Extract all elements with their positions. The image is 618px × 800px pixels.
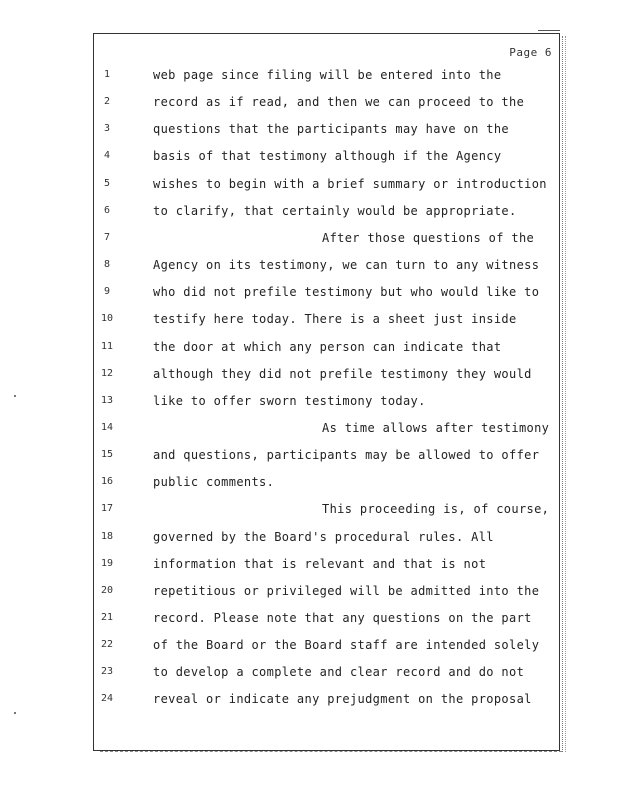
line-text: basis of that testimony although if the Agency: [153, 149, 502, 164]
line-number: 14: [100, 421, 114, 433]
line-number: 9: [103, 286, 111, 298]
line-text: Agency on its testimony, we can turn to any witness: [153, 258, 540, 272]
transcript-line: [0, 339, 618, 355]
line-number: 22: [100, 639, 114, 651]
line-number: 5: [103, 177, 111, 189]
line-number: 21: [100, 612, 114, 623]
line-text: like to offer sworn testimony today.: [153, 393, 426, 408]
line-number: 3: [103, 123, 111, 135]
line-number: 12: [100, 367, 114, 379]
transcript-line: [0, 583, 618, 599]
page-number: Page 6: [509, 46, 552, 59]
line-number: 10: [100, 313, 114, 325]
line-number: 13: [100, 394, 114, 406]
line-number: 8: [103, 259, 111, 270]
transcript-line: [0, 148, 618, 164]
transcript-line: [0, 121, 618, 137]
line-number: 7: [103, 231, 111, 243]
line-text: questions that the participants may have on the: [153, 122, 510, 137]
line-number: 4: [103, 150, 111, 162]
transcript-line: [0, 393, 618, 409]
line-text: This proceeding is, of course,: [322, 502, 550, 517]
line-text: governed by the Board's procedural rules. All: [153, 529, 494, 544]
line-text: of the Board or the Board staff are intended solely: [153, 638, 540, 653]
transcript-line: [0, 637, 618, 653]
line-number: 2: [103, 96, 111, 108]
line-number: 23: [100, 666, 114, 678]
line-number: 24: [100, 693, 114, 705]
transcript-line: [0, 447, 618, 463]
line-text: the door at which any person can indicate that: [153, 339, 502, 354]
line-text: who did not prefile testimony but who would like to: [153, 285, 540, 300]
transcript-line: [0, 311, 618, 327]
line-number: 18: [100, 530, 114, 542]
transcript-line: [0, 203, 618, 219]
line-text: record as if read, and then we can proceed to the: [153, 95, 525, 110]
transcript-line: [0, 474, 618, 490]
line-text: and questions, participants may be allowed to offer: [153, 448, 540, 463]
transcript-line: [0, 366, 618, 382]
line-text: information that is relevant and that is not: [153, 556, 487, 571]
line-number: 6: [103, 204, 111, 216]
transcript-line: [0, 556, 618, 572]
transcript-line: [0, 691, 618, 707]
transcript-line: [0, 501, 618, 517]
line-text: testify here today. There is a sheet just inside: [153, 312, 517, 327]
line-number: 11: [100, 340, 114, 352]
line-text: to clarify, that certainly would be appropriate.: [153, 203, 517, 218]
scan-speck: [14, 712, 16, 714]
line-text: After those questions of the: [322, 230, 535, 245]
transcript-line: [0, 67, 618, 83]
transcript-line: [0, 176, 618, 192]
transcript-line: [0, 94, 618, 110]
transcript-line: [0, 230, 618, 246]
line-text: public comments.: [153, 475, 275, 490]
line-text: to develop a complete and clear record and do not: [153, 665, 525, 680]
line-number: 20: [100, 584, 114, 596]
line-text: repetitious or privileged will be admitted into the: [153, 583, 540, 598]
transcript-line: [0, 610, 618, 626]
line-text: although they did not prefile testimony they would: [153, 366, 532, 381]
top-corner-mark: [538, 30, 560, 31]
transcript-line: [0, 420, 618, 436]
line-number: 19: [100, 557, 114, 569]
transcript-line: [0, 664, 618, 680]
line-number: 15: [100, 449, 114, 461]
bottom-margin-rule: [100, 751, 562, 752]
line-text: As time allows after testimony: [322, 420, 550, 435]
transcript-line: [0, 529, 618, 545]
line-number: 16: [100, 476, 114, 488]
transcript-line: [0, 257, 618, 273]
line-number: 17: [100, 503, 114, 515]
line-text: wishes to begin with a brief summary or introduction: [153, 176, 547, 191]
line-text: record. Please note that any questions on the part: [153, 611, 532, 625]
line-text: web page since filing will be entered into the: [153, 68, 502, 82]
line-text: reveal or indicate any prejudgment on the proposal: [153, 692, 532, 707]
transcript-line: [0, 284, 618, 300]
line-number: 1: [103, 69, 111, 80]
